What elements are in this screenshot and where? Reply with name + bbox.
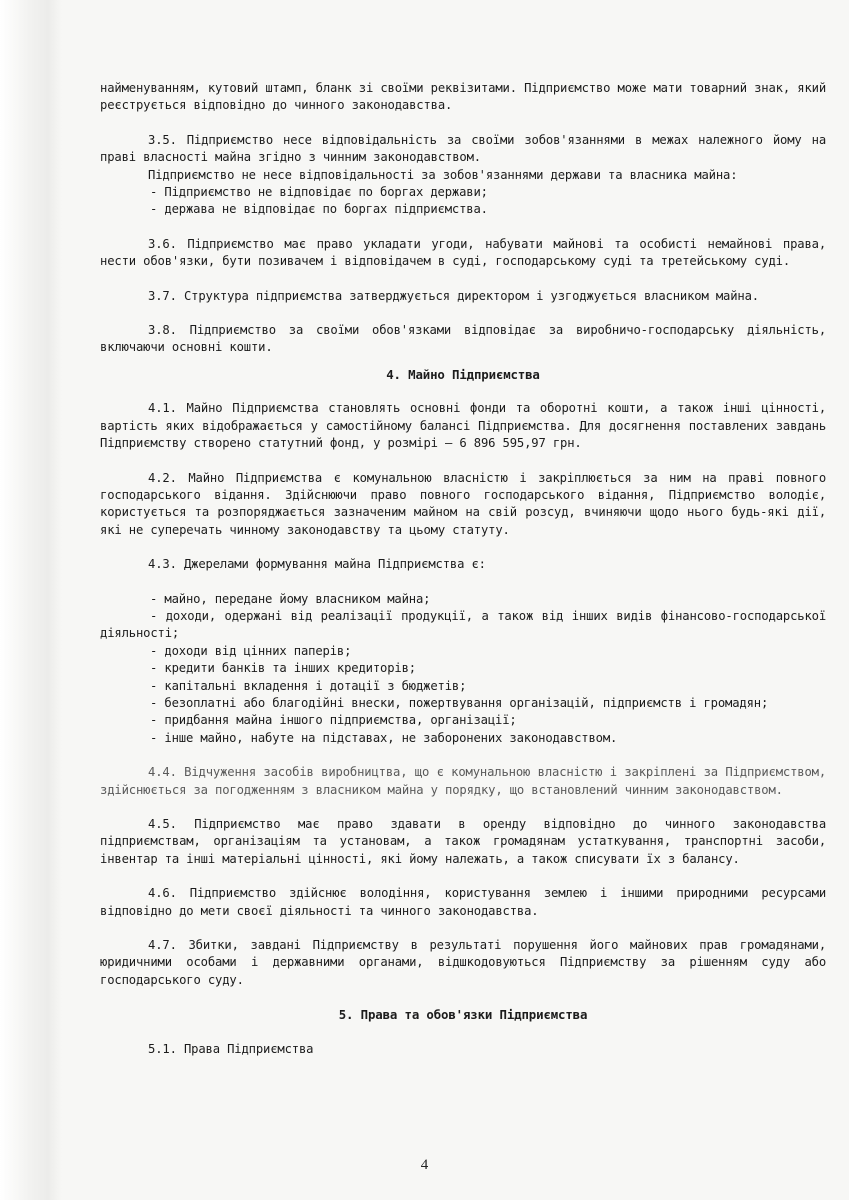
- scan-shadow-edge: [0, 0, 62, 1200]
- paragraph-3-5-liability: Підприємство не несе відповідальності за зобов'язаннями держави та власника майна:: [148, 167, 738, 182]
- paragraph-3-8: 3.8. Підприємство за своїми обов'язками відповідає за виробничо-господарську діяльність, включаючи основні кошти.: [100, 323, 826, 355]
- list-item: - держава не відповідає по боргах підприємства.: [150, 202, 488, 217]
- list-item: - Підприємство не відповідає по боргах держави;: [150, 185, 488, 200]
- page-number: 4: [420, 1157, 429, 1173]
- paragraph-3-7: 3.7. Структура підприємства затверджується директором і узгоджується власником майна.: [148, 288, 759, 303]
- document-body: [100, 80, 826, 1058]
- paragraph-4-5: 4.5. Підприємство має право здавати в оренду відповідно до чинного законодавства підприємствам, організаціям та установам, а також громадянам устаткування, транспортні засоби, інвентар та інші матеріальні цінності, які йому належать, а також списувати їх з балансу.: [100, 817, 826, 866]
- list-item: - доходи, одержані від реалізації продукції, а також від інших видів фінансово-господарської діяльності;: [100, 608, 826, 641]
- paragraph-intro: найменуванням, кутовий штамп, бланк зі своїми реквізитами. Підприємство може мати товарний знак, який реєструється відповідно до чинного законодавства.: [100, 81, 826, 113]
- section-heading-5: 5. Права та обов'язки Підприємства: [338, 1007, 588, 1023]
- document-page: [100, 80, 826, 1180]
- paragraph-3-5: 3.5. Підприємство несе відповідальність за своїми зобов'язаннями в межах належного йому на праві власності майна згідно з чинним законодавством.: [100, 132, 826, 165]
- list-item: - доходи від цінних паперів;: [150, 643, 352, 658]
- paragraph-4-3: 4.3. Джерелами формування майна Підприємства є:: [148, 557, 486, 572]
- list-item: - кредити банків та інших кредиторів;: [150, 661, 416, 676]
- paragraph-4-1: 4.1. Майно Підприємства становлять основні фонди та оборотні кошти, а також інші цінності, вартість яких відображається у самостійному балансі Підприємства. Для досягнення поставлених завдань Підприємству створено статутний фонд, у розмірі – 6 896 595,97 грн.: [100, 401, 826, 451]
- paragraph-4-2: 4.2. Майно Підприємства є комунальною власністю і закріплюється за ним на праві повного господарського відання. Здійснюючи право повного господарського відання, Підприємство володіє, користується та розпоряджається зазначеним майном на свій розсуд, вчиняючи щодо нього будь-які дії, які не суперечать чинному законодавству та цьому статуту.: [100, 470, 826, 537]
- list-item: - безоплатні або благодійні внески, пожертвування організацій, підприємств і громадян;: [150, 695, 769, 710]
- paragraph-4-6: 4.6. Підприємство здійснює володіння, користування землею і іншими природними ресурсами відповідно до мети своєї діяльності та чинного законодавства.: [100, 886, 826, 918]
- list-item: - майно, передане йому власником майна;: [150, 591, 431, 606]
- section-heading-4: 4. Майно Підприємства: [386, 366, 540, 382]
- paragraph-4-7: 4.7. Збитки, завдані Підприємству в результаті порушення його майнових прав громадянами, юридичними особами і державними органами, відшкодовуються Підприємству за рішенням суду або господарського суду.: [100, 938, 826, 987]
- list-item: - придбання майна іншого підприємства, організації;: [150, 713, 517, 728]
- list-item: - інше майно, набуте на підставах, не заборонених законодавством.: [150, 730, 618, 745]
- paragraph-4-4: 4.4. Відчуження засобів виробництва, що є комунальною власністю і закріплені за Підприємством, здійснюється за погодженням з власником майна у порядку, що встановлений чинним законодавством.: [100, 765, 826, 797]
- list-item: - капітальні вкладення і дотації з бюджетів;: [150, 678, 467, 693]
- paragraph-5-1: 5.1. Права Підприємства: [148, 1041, 314, 1056]
- paragraph-3-6: 3.6. Підприємство має право укладати угоди, набувати майнові та особисті немайнові права, нести обов'язки, бути позивачем і відповідачем в суді, господарському суді та третейському суді.: [100, 236, 826, 269]
